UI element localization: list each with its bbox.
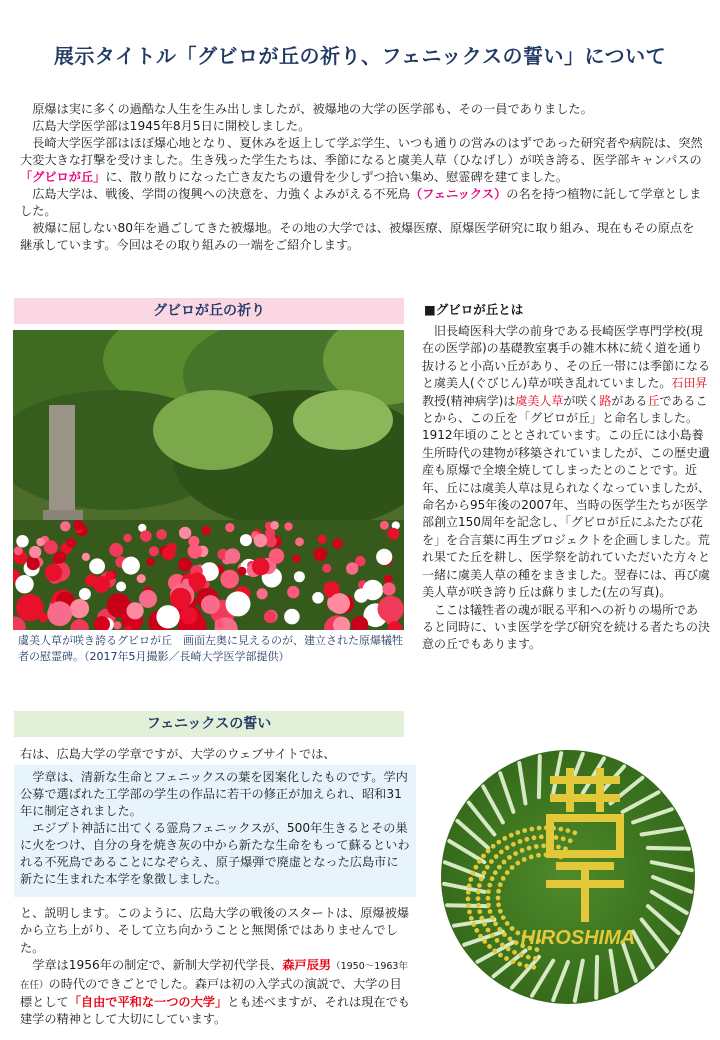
intro-paragraph: 長崎大学医学部はほぼ爆心地となり、夏休みを返上して学ぶ学生、いつも通りの営みのはずであった研究者や病院は、突然大変大きな打撃を受けました。生き残った学生たちは、季節になると虞美人草（ひなげし）が咲き誇る、医学部キャンパスの「グビロが丘」に、散り散りになった亡き友たちの遺骨を少しずつ拾い集め、慰霊碑を建てました。 xyxy=(20,136,703,184)
guro-highlight: 「グビロが丘」 xyxy=(20,170,106,184)
guro-side-heading: ■グビロが丘とは xyxy=(424,302,524,317)
website-quote: 学章は、清新な生命とフェニックスの葉を図案化したものです。学内公募で選ばれた工学部の学生の作品に若干の修正が加えられ、昭和31年に制定されました。 エジプト神話に出てくる霊鳥フェニックスが、500年生きるとその巣に火をつけ、自分の身を焼き灰の中から新たな生命をもって蘇るといわれる不死鳥であることになぞらえ、原子爆弾で廃虚となった広島市に新たに生まれた本学を象徴しました。 xyxy=(14,765,416,897)
phoenix-highlight: （フェニックス） xyxy=(410,187,507,201)
hiroshima-university-emblem xyxy=(438,748,698,1006)
emblem-text: HIROSHIMA xyxy=(520,927,636,949)
intro-paragraph: 広島大学医学部は1945年8月5日に開校しました。 xyxy=(32,119,311,133)
phoenix-section-heading: フェニックスの誓い xyxy=(14,711,404,737)
guro-section-heading: グビロが丘の祈り xyxy=(14,298,404,324)
intro-text xyxy=(20,101,706,254)
intro-paragraph: 被爆に屈しない80年を過ごしてきた被爆地。その地の大学では、被爆医療、原爆医学研究に取り組み、現在もその原点を継承しています。今回はその取り組みの一端をご紹介します。 xyxy=(20,221,695,252)
university-motto: 「自由で平和な一つの大学」 xyxy=(68,995,228,1010)
poppy-hill-photo xyxy=(13,330,404,630)
phoenix-lead: 右は、広島大学の学章ですが、大学のウェブサイトでは、 xyxy=(20,747,336,761)
phoenix-body: と、説明します。このように、広島大学の戦後のスタートは、原爆被爆から立ち上がり、そして立ち向かうことと無関係ではありませんでした。 学章は1956年の制定で、新制大学初代学長、森戸辰男（1950〜1963年在任）の時代のできごとでした。森戸は初の入学式の演説で、大学の目標として「自由で平和な一つの大学」とも述べますが、それは現在でも建学の精神として大切にしています。 xyxy=(20,906,410,1027)
page-title: 展示タイトル「グビロが丘の祈り、フェニックスの誓い」について xyxy=(53,44,667,68)
intro-paragraph: 広島大学は、戦後、学問の復興への決意を、力強くよみがえる不死鳥（フェニックス）の名を持つ植物に託して学章としました。 xyxy=(20,187,702,218)
intro-paragraph: 原爆は実に多くの過酷な人生を生み出しましたが、被爆地の大学の医学部も、その一員でありました。 xyxy=(32,102,593,116)
photo-caption: 虞美人草が咲き誇るグビロが丘 画面左奥に見えるのが、建立された原爆犠牲者の慰霊碑。（2017年5月撮影／長崎大学医学部提供） xyxy=(18,634,403,663)
guro-side-text: 旧長崎医科大学の前身である長崎医学専門学校(現在の医学部)の基礎教室裏手の雑木林に続く道を通り抜けると小高い丘があり、その丘一帯には季節になると虞美人(ぐびじん)草が咲き乱れていました。石田昇教授(精神病学)は虞美人草が咲く路がある丘であることから、この丘を「グビロが丘」と命名しました。1912年頃のこととされています。この丘には小島養生所時代の建物が移築されていましたが、この歴史遺産も原爆で全壊全焼してしまったとのことです。近年、丘には虞美人草は見られなくなっていましたが、命名から95年後の2007年、当時の医学生たちが医学部創立150周年を記念し、「グビロが丘にふたたび花を」を合言葉に再生プロジェクトを企画しました。荒れ果てた丘を耕し、医学祭を訪れていただいた方々と一緒に虞美人草の種をまきました。翌春には、再び虞美人草が咲き誇り丘は蘇りました(左の写真)。 ここは犠牲者の魂が眠る平和への祈りの場所であると同時に、いま医学を学び研究を続ける者たちの決意の丘でもあります。 xyxy=(422,324,711,652)
morito-name: 森戸辰男 xyxy=(282,958,332,973)
